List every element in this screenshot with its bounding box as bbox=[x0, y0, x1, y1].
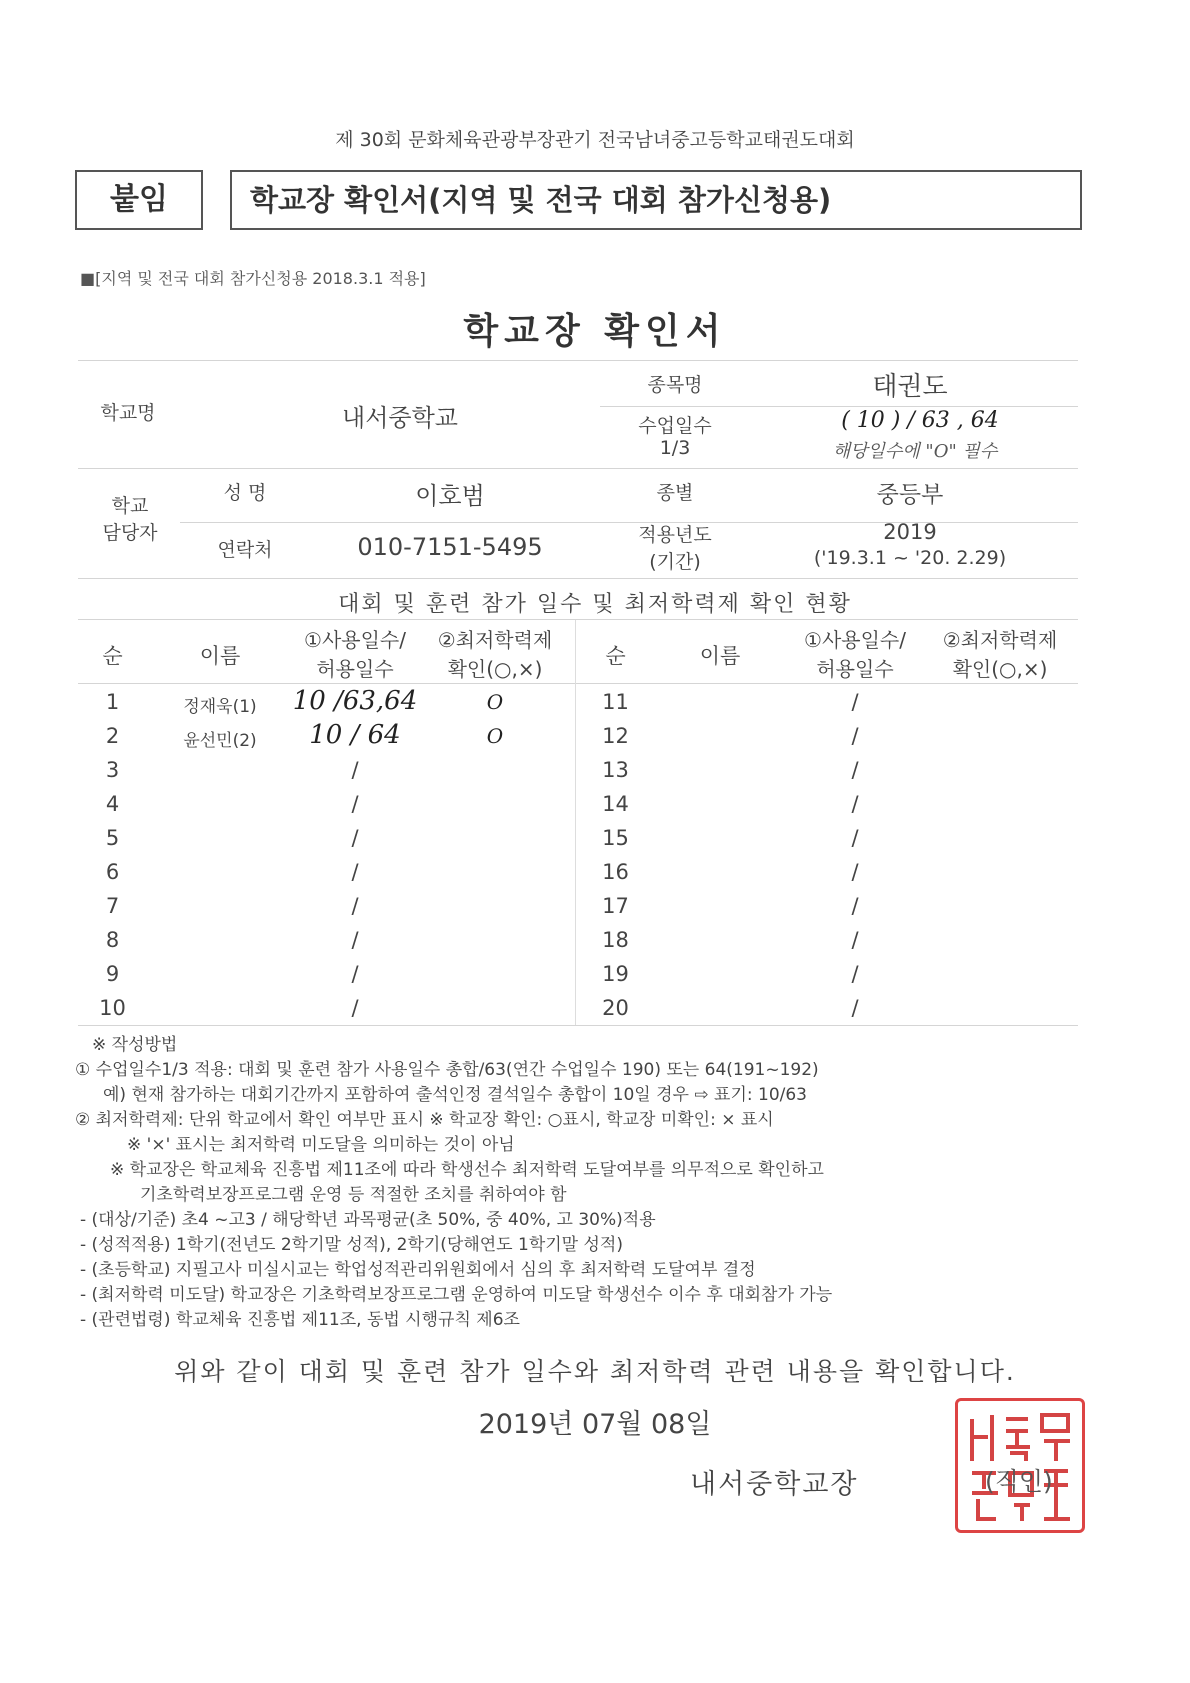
header-allowed-days: 허용일수 bbox=[316, 657, 394, 681]
form-title: 학교장 확인서(지역 및 전국 대회 참가신청용) bbox=[230, 170, 1082, 230]
row-number: 10 bbox=[99, 996, 126, 1020]
row-days: / bbox=[851, 758, 859, 782]
row-days: / bbox=[351, 928, 359, 952]
table-rule-top bbox=[78, 619, 1078, 620]
contact-label: 연락처 bbox=[217, 539, 273, 561]
header-min-academic-right: ②최저학력제 bbox=[942, 628, 1058, 652]
division-label: 종별 bbox=[656, 482, 694, 504]
row-days: / bbox=[351, 894, 359, 918]
row-days: / bbox=[351, 962, 359, 986]
sport-value: 태권도 bbox=[872, 372, 948, 402]
info-rule bbox=[78, 468, 1078, 469]
row-days: / bbox=[351, 792, 359, 816]
instruction-line: 기초학력보장프로그램 운영 등 적절한 조치를 취하여야 함 bbox=[140, 1185, 567, 1205]
table-divider bbox=[575, 620, 576, 1025]
row-days: / bbox=[351, 826, 359, 850]
row-number: 1 bbox=[105, 690, 120, 714]
row-number: 12 bbox=[602, 724, 629, 748]
manager-label: 학교 bbox=[111, 495, 149, 517]
info-rule bbox=[600, 406, 1078, 407]
row-days: / bbox=[851, 792, 859, 816]
row-days: / bbox=[351, 758, 359, 782]
year-period: ('19.3.1 ~ '20. 2.29) bbox=[813, 547, 1007, 569]
row-days: / bbox=[851, 962, 859, 986]
row-days: / bbox=[851, 826, 859, 850]
row-number: 14 bbox=[602, 792, 629, 816]
header-name-right: 이름 bbox=[699, 644, 741, 668]
sport-label: 종목명 bbox=[647, 374, 703, 396]
page-title: 학교장 확인서 bbox=[463, 311, 727, 352]
instruction-line: ① 수업일수1/3 적용: 대회 및 훈련 참가 사용일수 총합/63(연간 수업일수 190) 또는 64(191~192) bbox=[75, 1060, 819, 1080]
instruction-line: 예) 현재 참가하는 대회기간까지 포함하여 출석인정 결석일수 총합이 10일 경우 ⇨ 표기: 10/63 bbox=[103, 1085, 807, 1105]
name-value: 이호범 bbox=[415, 482, 485, 510]
header-check: 확인(○,×) bbox=[447, 657, 543, 681]
school-value: 내서중학교 bbox=[342, 404, 458, 432]
info-rule bbox=[78, 578, 1078, 579]
header-used-days-right: ①사용일수/ bbox=[804, 628, 906, 652]
row-number: 13 bbox=[602, 758, 629, 782]
row-number: 8 bbox=[105, 928, 120, 952]
seal-label: (직인) bbox=[985, 1467, 1053, 1496]
row-number: 18 bbox=[602, 928, 629, 952]
division-value: 중등부 bbox=[876, 482, 944, 508]
days-label: 수업일수 bbox=[638, 415, 712, 437]
instruction-line: ※ 학교장은 학교체육 진흥법 제11조에 따라 학생선수 최저학력 도달여부를 의무적으로 확인하고 bbox=[110, 1160, 824, 1180]
row-days: / bbox=[851, 928, 859, 952]
instruction-line: - (관련법령) 학교체육 진흥법 제11조, 동법 시행규칙 제6조 bbox=[80, 1310, 520, 1330]
row-number: 16 bbox=[602, 860, 629, 884]
row-number: 2 bbox=[105, 724, 120, 748]
days-value: ( 10 ) / 63 , 64 bbox=[841, 408, 999, 433]
row-number: 3 bbox=[105, 758, 120, 782]
row-days: / bbox=[851, 860, 859, 884]
row-number: 4 bbox=[105, 792, 120, 816]
row-number: 11 bbox=[602, 690, 629, 714]
row-check: O bbox=[486, 724, 504, 748]
event-subtitle: 제 30회 문화체육관광부장관기 전국남녀중고등학교태권도대회 bbox=[335, 129, 855, 151]
header-name: 이름 bbox=[199, 644, 241, 668]
name-label: 성 명 bbox=[223, 482, 267, 504]
row-number: 15 bbox=[602, 826, 629, 850]
row-days: / bbox=[351, 996, 359, 1020]
manager-label-2: 담당자 bbox=[102, 522, 158, 544]
table-header-rule bbox=[78, 683, 1078, 684]
confirmation-statement: 위와 같이 대회 및 훈련 참가 일수와 최저학력 관련 내용을 확인합니다. bbox=[174, 1357, 1016, 1386]
table-caption: 대회 및 훈련 참가 일수 및 최저학력제 확인 현황 bbox=[338, 592, 852, 617]
row-number: 5 bbox=[105, 826, 120, 850]
row-days: 10 /63,64 bbox=[292, 686, 418, 716]
row-days: / bbox=[851, 996, 859, 1020]
row-days: / bbox=[851, 894, 859, 918]
year-period-label: (기간) bbox=[649, 551, 701, 573]
attachment-label: 붙임 bbox=[75, 170, 203, 230]
row-number: 20 bbox=[602, 996, 629, 1020]
header-allowed-days-right: 허용일수 bbox=[816, 657, 894, 681]
header-no-right: 순 bbox=[605, 644, 626, 668]
instruction-line: - (초등학교) 지필고사 미실시교는 학업성적관리위원회에서 심의 후 최저학력 도달여부 결정 bbox=[80, 1260, 756, 1280]
instruction-line: ② 최저학력제: 단위 학교에서 확인 여부만 표시 ※ 학교장 확인: ○표시, 학교장 미확인: × 표시 bbox=[75, 1110, 774, 1130]
instruction-line: - (최저학력 미도달) 학교장은 기초학력보장프로그램 운영하여 미도달 학생선수 이수 후 대회참가 가능 bbox=[80, 1285, 833, 1305]
days-fraction-label: 1/3 bbox=[659, 437, 691, 459]
row-number: 9 bbox=[105, 962, 120, 986]
table-rule-bottom bbox=[78, 1025, 1078, 1026]
row-name: 윤선민(2) bbox=[183, 731, 257, 751]
row-number: 19 bbox=[602, 962, 629, 986]
principal-name: 내서중학교장 bbox=[690, 1469, 859, 1500]
contact-value: 010-7151-5495 bbox=[357, 533, 543, 561]
header-no: 순 bbox=[102, 644, 123, 668]
year-value: 2019 bbox=[883, 520, 937, 544]
days-note: 해당일수에 "O" 필수 bbox=[832, 441, 998, 462]
row-days: / bbox=[851, 690, 859, 714]
instruction-line: - (대상/기준) 초4 ~고3 / 해당학년 과목평균(초 50%, 중 40%, 고 30%)적용 bbox=[80, 1210, 656, 1230]
instructions-heading: ※ 작성방법 bbox=[92, 1035, 178, 1055]
row-days: / bbox=[851, 724, 859, 748]
instruction-line: - (성적적용) 1학기(전년도 2학기말 성적), 2학기(당해연도 1학기말 성적) bbox=[80, 1235, 623, 1255]
row-check: O bbox=[486, 690, 504, 714]
row-days: / bbox=[351, 860, 359, 884]
row-number: 7 bbox=[105, 894, 120, 918]
header-min-academic: ②최저학력제 bbox=[437, 628, 553, 652]
row-number: 17 bbox=[602, 894, 629, 918]
row-number: 6 bbox=[105, 860, 120, 884]
application-note: ■[지역 및 전국 대회 참가신청용 2018.3.1 적용] bbox=[80, 269, 426, 288]
row-days: 10 / 64 bbox=[309, 720, 401, 750]
header-used-days: ①사용일수/ bbox=[304, 628, 406, 652]
school-label: 학교명 bbox=[100, 402, 156, 424]
signature-date: 2019년 07월 08일 bbox=[478, 1409, 712, 1440]
row-name: 정재욱(1) bbox=[183, 697, 257, 717]
year-label: 적용년도 bbox=[638, 524, 712, 546]
info-rule-top bbox=[78, 360, 1078, 361]
instruction-line: ※ '×' 표시는 최저학력 미도달을 의미하는 것이 아님 bbox=[127, 1135, 515, 1155]
header-check-right: 확인(○,×) bbox=[952, 657, 1048, 681]
